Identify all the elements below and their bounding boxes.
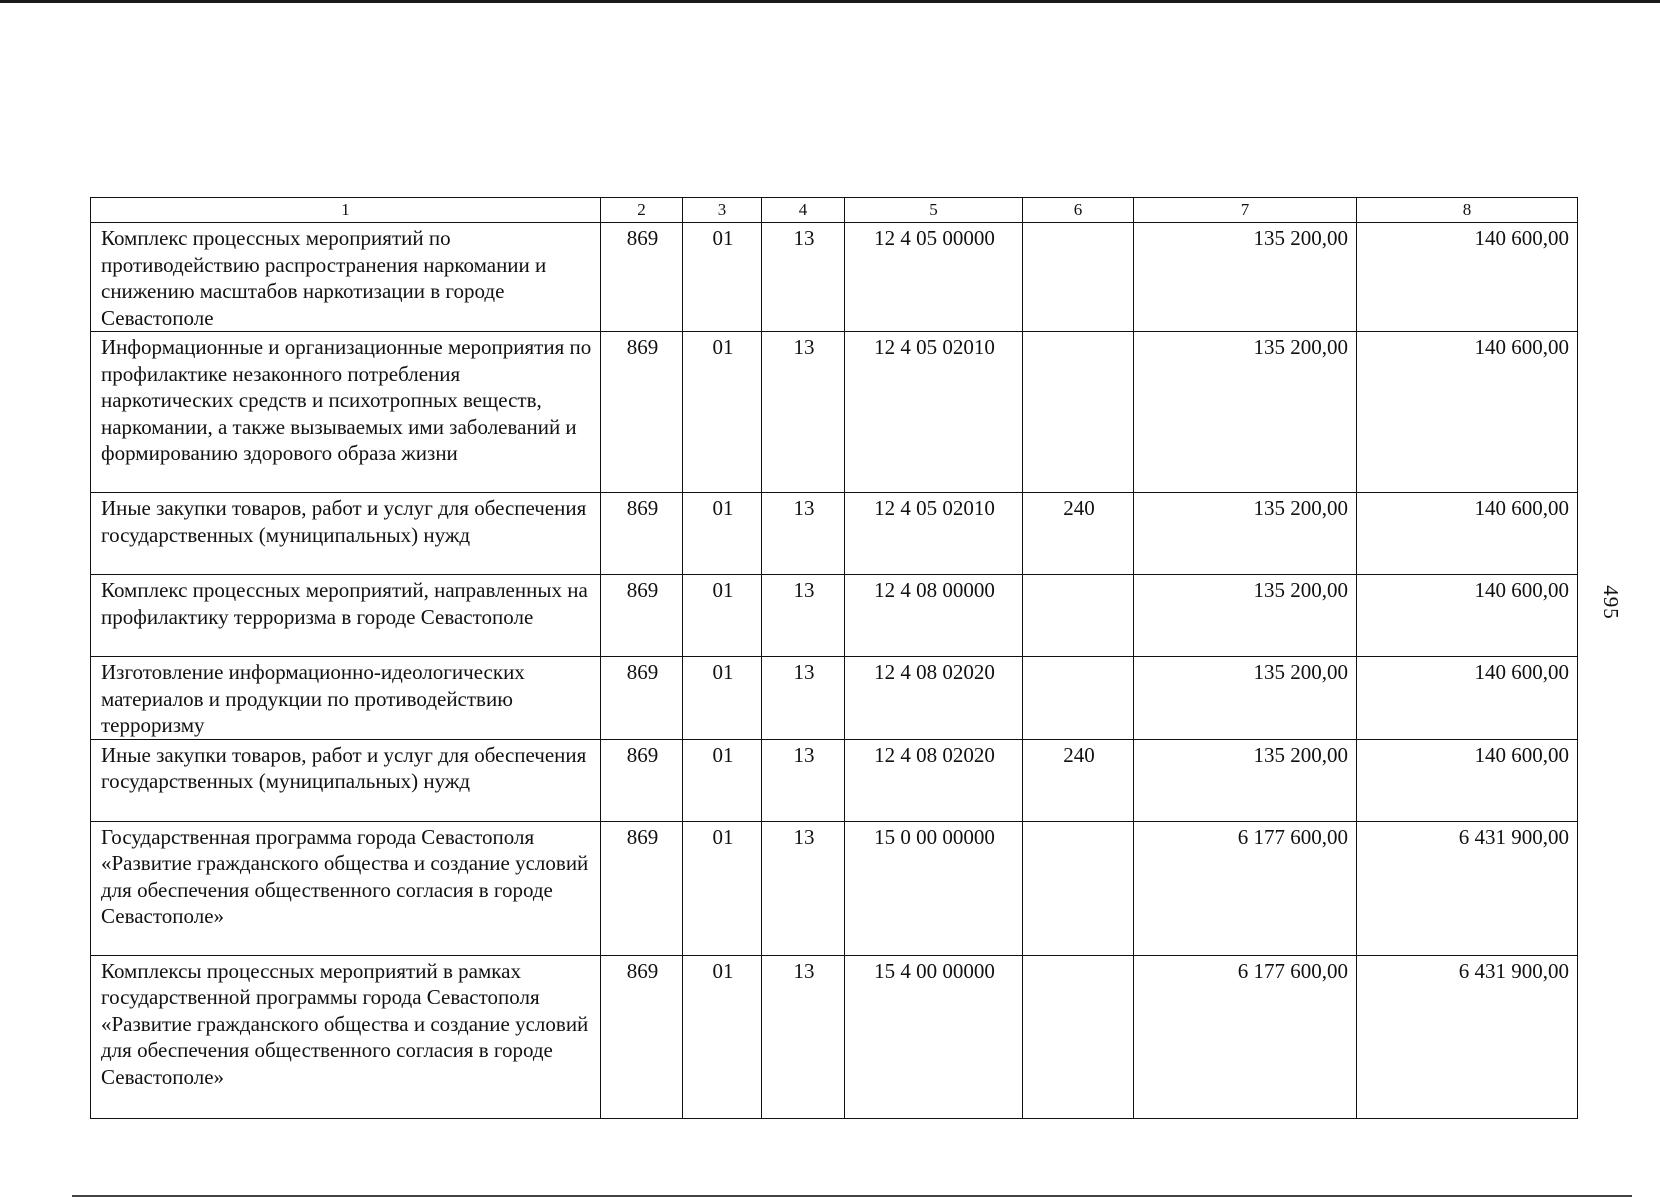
section-code-cell: 01 <box>683 821 762 955</box>
table-row <box>91 821 1578 955</box>
section-code-cell: 01 <box>683 575 762 657</box>
table-row <box>91 739 1578 821</box>
budget-table <box>90 197 1578 1119</box>
table-row <box>91 575 1578 657</box>
section-code-cell: 01 <box>683 223 762 332</box>
row-name-cell: Комплексы процессных мероприятий в рамках государственной программы города Севастополя «Развитие гражданского общества и создание условий для обеспечения общественного согласия в городе Севастополе» <box>91 955 601 1118</box>
amount-col7-cell: 135 200,00 <box>1134 493 1357 575</box>
row-name-cell: Иные закупки товаров, работ и услуг для обеспечения государственных (муниципальных) нужд <box>91 739 601 821</box>
header-cell: 6 <box>1023 198 1134 223</box>
amount-col8-cell: 140 600,00 <box>1357 332 1578 493</box>
section-code-cell: 01 <box>683 657 762 740</box>
subsection-code-cell: 13 <box>762 493 845 575</box>
amount-col7-cell: 135 200,00 <box>1134 575 1357 657</box>
subsection-code-cell: 13 <box>762 955 845 1118</box>
subsection-code-cell: 13 <box>762 575 845 657</box>
admin-code-cell: 869 <box>601 223 683 332</box>
row-name-cell: Государственная программа города Севастополя «Развитие гражданского общества и создание условий для обеспечения общественного согласия в городе Севастополе» <box>91 821 601 955</box>
header-cell: 3 <box>683 198 762 223</box>
target-article-cell: 15 4 00 00000 <box>845 955 1023 1118</box>
row-name-cell: Комплекс процессных мероприятий по противодействию распространения наркомании и снижению масштабов наркотизации в городе Севастополе <box>91 223 601 332</box>
section-code-cell: 01 <box>683 739 762 821</box>
expense-type-cell <box>1023 955 1134 1118</box>
expense-type-cell <box>1023 575 1134 657</box>
amount-col8-cell: 140 600,00 <box>1357 575 1578 657</box>
target-article-cell: 12 4 05 02010 <box>845 332 1023 493</box>
table-row <box>91 955 1578 1118</box>
row-name-cell: Иные закупки товаров, работ и услуг для обеспечения государственных (муниципальных) нужд <box>91 493 601 575</box>
admin-code-cell: 869 <box>601 575 683 657</box>
section-code-cell: 01 <box>683 332 762 493</box>
section-code-cell: 01 <box>683 955 762 1118</box>
admin-code-cell: 869 <box>601 657 683 740</box>
section-code-cell: 01 <box>683 493 762 575</box>
amount-col7-cell: 135 200,00 <box>1134 657 1357 740</box>
table-row <box>91 332 1578 493</box>
expense-type-cell <box>1023 657 1134 740</box>
subsection-code-cell: 13 <box>762 332 845 493</box>
header-cell: 2 <box>601 198 683 223</box>
amount-col7-cell: 135 200,00 <box>1134 332 1357 493</box>
subsection-code-cell: 13 <box>762 223 845 332</box>
admin-code-cell: 869 <box>601 739 683 821</box>
page-number: 495 <box>1598 585 1623 620</box>
amount-col8-cell: 140 600,00 <box>1357 657 1578 740</box>
admin-code-cell: 869 <box>601 955 683 1118</box>
bottom-border-line <box>72 1195 1632 1197</box>
target-article-cell: 12 4 05 00000 <box>845 223 1023 332</box>
header-cell: 5 <box>845 198 1023 223</box>
table-row <box>91 657 1578 740</box>
subsection-code-cell: 13 <box>762 821 845 955</box>
expense-type-cell <box>1023 821 1134 955</box>
target-article-cell: 15 0 00 00000 <box>845 821 1023 955</box>
amount-col8-cell: 140 600,00 <box>1357 739 1578 821</box>
amount-col8-cell: 140 600,00 <box>1357 493 1578 575</box>
expense-type-cell <box>1023 223 1134 332</box>
row-name-cell: Информационные и организационные мероприятия по профилактике незаконного потребления наркотических средств и психотропных веществ, наркомании, а также вызываемых ими заболеваний и формированию здорового образа жизни <box>91 332 601 493</box>
amount-col7-cell: 135 200,00 <box>1134 739 1357 821</box>
row-name-cell: Комплекс процессных мероприятий, направленных на профилактику терроризма в городе Севастополе <box>91 575 601 657</box>
expense-type-cell: 240 <box>1023 739 1134 821</box>
admin-code-cell: 869 <box>601 493 683 575</box>
header-row <box>91 198 1578 223</box>
amount-col7-cell: 6 177 600,00 <box>1134 821 1357 955</box>
target-article-cell: 12 4 08 00000 <box>845 575 1023 657</box>
expense-type-cell: 240 <box>1023 493 1134 575</box>
expense-type-cell <box>1023 332 1134 493</box>
target-article-cell: 12 4 08 02020 <box>845 739 1023 821</box>
header-cell: 1 <box>91 198 601 223</box>
admin-code-cell: 869 <box>601 332 683 493</box>
header-cell: 7 <box>1134 198 1357 223</box>
amount-col7-cell: 135 200,00 <box>1134 223 1357 332</box>
admin-code-cell: 869 <box>601 821 683 955</box>
amount-col8-cell: 6 431 900,00 <box>1357 955 1578 1118</box>
header-cell: 8 <box>1357 198 1578 223</box>
top-border-line <box>0 0 1660 3</box>
table-row <box>91 223 1578 332</box>
amount-col7-cell: 6 177 600,00 <box>1134 955 1357 1118</box>
subsection-code-cell: 13 <box>762 657 845 740</box>
target-article-cell: 12 4 08 02020 <box>845 657 1023 740</box>
row-name-cell: Изготовление информационно-идеологических материалов и продукции по противодействию терроризму <box>91 657 601 740</box>
header-cell: 4 <box>762 198 845 223</box>
table-row <box>91 493 1578 575</box>
amount-col8-cell: 140 600,00 <box>1357 223 1578 332</box>
amount-col8-cell: 6 431 900,00 <box>1357 821 1578 955</box>
target-article-cell: 12 4 05 02010 <box>845 493 1023 575</box>
subsection-code-cell: 13 <box>762 739 845 821</box>
